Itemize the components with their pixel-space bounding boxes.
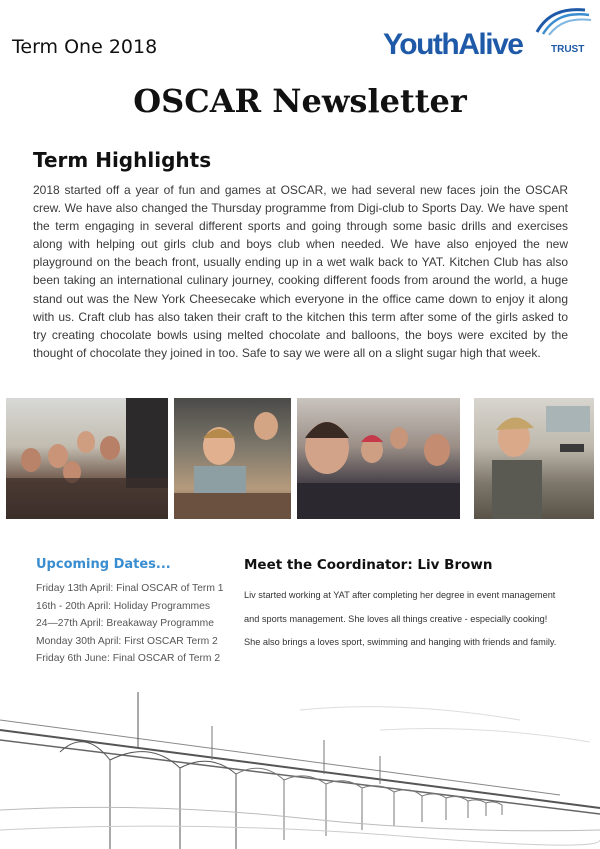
term-label: Term One 2018: [12, 36, 158, 58]
youth-alive-trust-logo: [383, 6, 593, 64]
coordinator-bio-line: and sports management. She loves all things creative - especially cooking!: [244, 613, 548, 624]
date-item: 16th - 20th April: Holiday Programmes: [36, 600, 210, 612]
date-item: Friday 6th June: Final OSCAR of Term 2: [36, 653, 221, 664]
logo-text: YouthAlive: [383, 28, 523, 61]
swoosh-icon: [533, 6, 593, 36]
pier-sketch-image: [0, 690, 600, 849]
photo-boy-smiling: [174, 398, 291, 519]
coordinator-bio-line: Liv started working at YAT after completing her degree in event management: [244, 590, 556, 600]
date-item: 24—27th April: Breakaway Programme: [36, 618, 214, 629]
upcoming-dates-heading: Upcoming Dates...: [36, 557, 171, 572]
coordinator-bio-line: She also brings a loves sport, swimming and hanging with friends and family.: [244, 637, 557, 647]
highlights-heading: Term Highlights: [33, 148, 212, 172]
photo-group-girls: [6, 398, 168, 519]
upcoming-dates-list: [36, 580, 224, 668]
highlights-body: 2018 started off a year of fun and games at OSCAR, we had several new faces join the OSCAR crew. We have also changed the Thursday programme from Digi-club to Sports Day. We have spent the term engaging in several different sports and going through some basic drills and exercises along with helping out girls club and boys club when needed. We have also enjoyed the new playground on the beach front, usually ending up in a wet walk back to YAT. Kitchen Club has also been taking an international culinary journey, cooking different foods from around the world, a huge stand out was the New York Cheesecake which everyone in the office came down to enjoy it along with us. Craft club has also taken their craft to the kitchen this term after some of the girls asked to try creating chocolate bowls using melted chocolate and balloons, the boys were excited by the thought of chocolate they joined in too. Safe to say we were all on a slight sugar high that week.: [33, 183, 568, 360]
coordinator-heading: Meet the Coordinator: Liv Brown: [244, 557, 493, 573]
photo-van-selfie: [297, 398, 460, 519]
page-title: OSCAR Newsletter: [133, 82, 467, 120]
photo-boy-kitchen: [474, 398, 594, 519]
date-item: Monday 30th April: First OSCAR Term 2: [36, 635, 218, 647]
date-item: Friday 13th April: Final OSCAR of Term 1: [36, 583, 224, 594]
logo-suffix: TRUST: [551, 44, 585, 55]
coordinator-bio: [244, 584, 600, 655]
